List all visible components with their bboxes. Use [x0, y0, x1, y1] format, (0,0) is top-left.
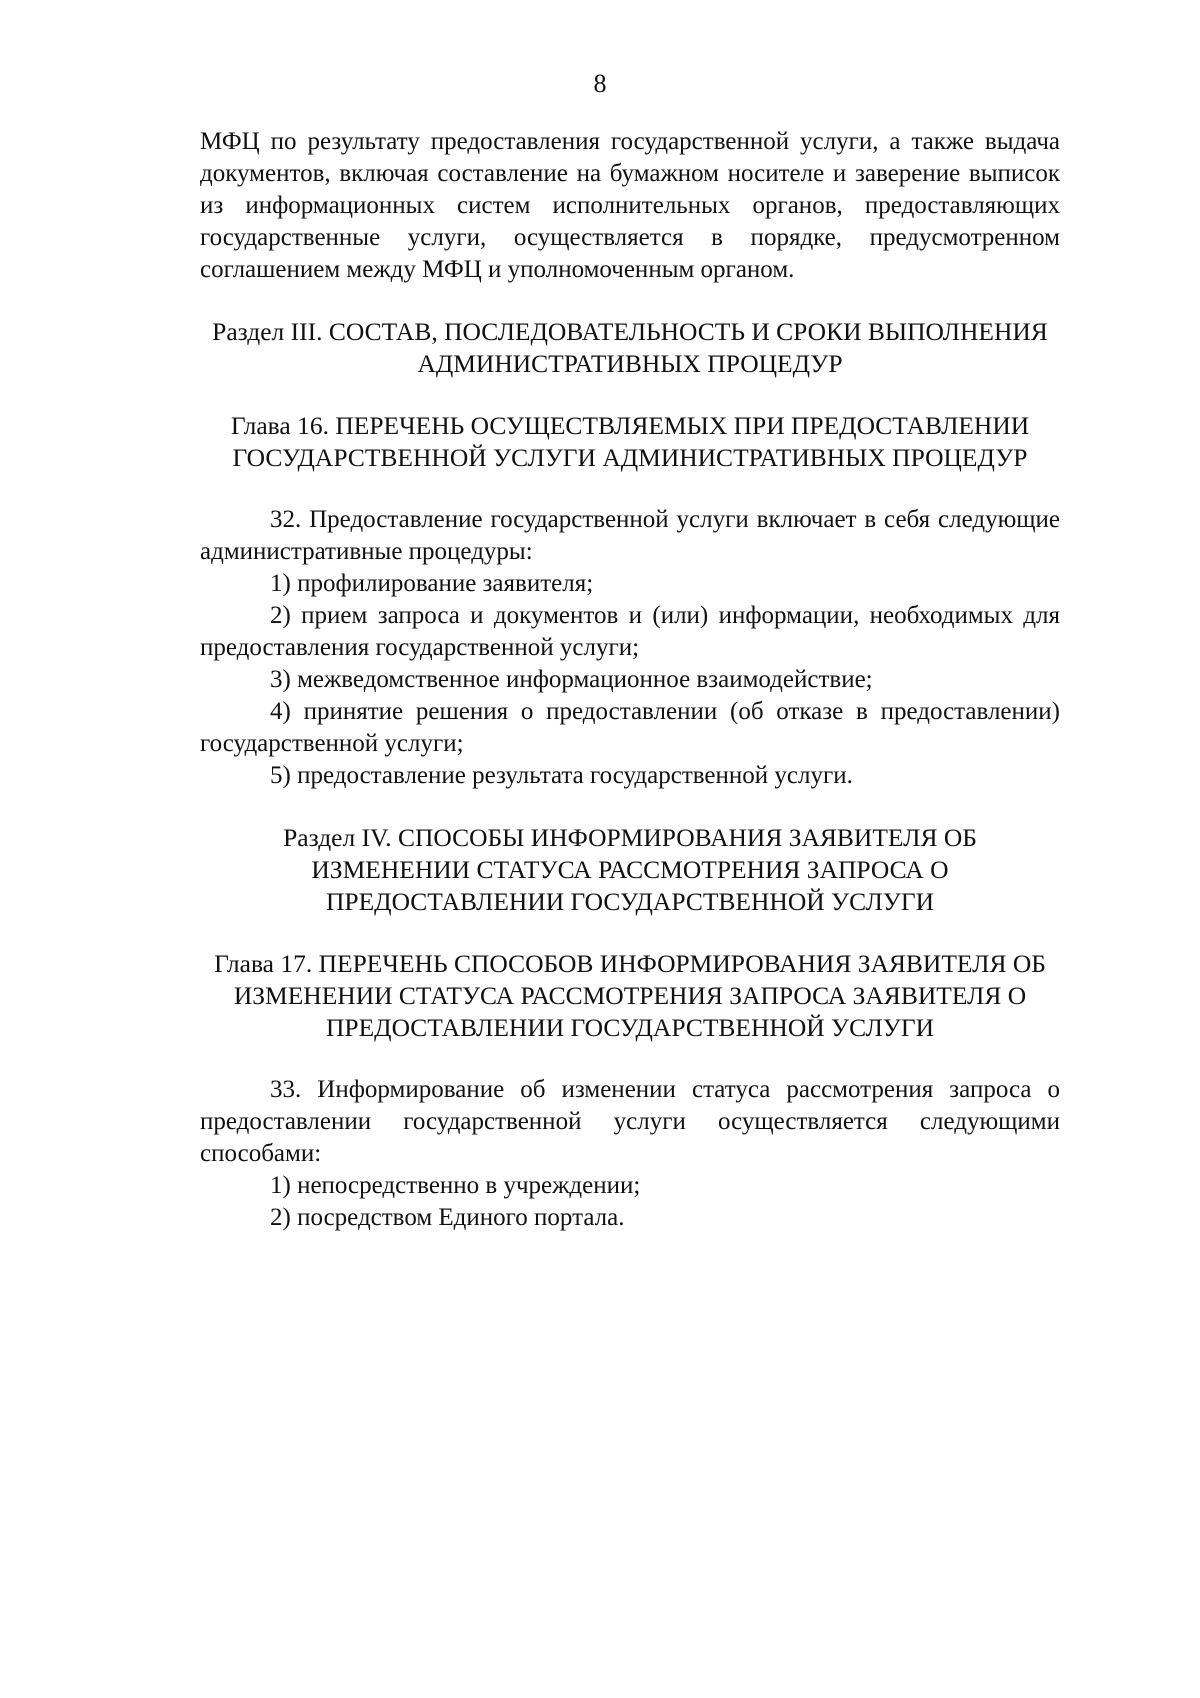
section-3-heading-line: АДМИНИСТРАТИВНЫХ ПРОЦЕДУР: [417, 349, 843, 378]
paragraph-32-intro: 32. Предоставление государственной услуги включает в себя следующие административные процедуры:: [200, 506, 1060, 565]
list-item: 2) прием запроса и документов и (или) информации, необходимых для предоставления государственной услуги;: [200, 602, 1060, 661]
section-3-heading: [180, 316, 1080, 380]
paragraph-33-intro: 33. Информирование об изменении статуса рассмотрения запроса о предоставлении государственной услуги осуществляется следующими способами:: [200, 1076, 1060, 1167]
chapter-16-heading: [180, 410, 1080, 474]
list-item: 5) предоставление результата государственной услуги.: [270, 762, 853, 789]
chapter-17-heading: [180, 948, 1080, 1044]
list-item: 2) посредством Единого портала.: [270, 1204, 625, 1231]
intro-line: государственные услуги, осуществляется в порядке, предусмотренном: [200, 224, 1060, 251]
chapter-17-heading-line: ПРЕДОСТАВЛЕНИИ ГОСУДАРСТВЕННОЙ УСЛУГИ: [326, 1013, 934, 1042]
chapter-17-heading-line: Глава 17. ПЕРЕЧЕНЬ СПОСОБОВ ИНФОРМИРОВАНИЯ ЗАЯВИТЕЛЯ ОБ: [214, 949, 1046, 978]
intro-line: МФЦ по результату предоставления государственной услуги, а также выдача: [200, 128, 1060, 155]
section-3-heading-line: Раздел III. СОСТАВ, ПОСЛЕДОВАТЕЛЬНОСТЬ И СРОКИ ВЫПОЛНЕНИЯ: [212, 317, 1048, 346]
intro-line: из информационных систем исполнительных органов, предоставляющих: [200, 192, 1060, 219]
chapter-17-heading-line: ИЗМЕНЕНИИ СТАТУСА РАССМОТРЕНИЯ ЗАПРОСА ЗАЯВИТЕЛЯ О: [233, 981, 1027, 1010]
page-number: 8: [593, 69, 607, 98]
section-4-heading-line: Раздел IV. СПОСОБЫ ИНФОРМИРОВАНИЯ ЗАЯВИТЕЛЯ ОБ: [283, 823, 977, 852]
list-item: 4) принятие решения о предоставлении (об отказе в предоставлении) государственной услуги;: [200, 698, 1060, 757]
section-4-heading-line: ПРЕДОСТАВЛЕНИИ ГОСУДАРСТВЕННОЙ УСЛУГИ: [326, 887, 934, 916]
chapter-16-heading-line: Глава 16. ПЕРЕЧЕНЬ ОСУЩЕСТВЛЯЕМЫХ ПРИ ПРЕДОСТАВЛЕНИИ: [230, 411, 1030, 440]
intro-line: документов, включая составление на бумажном носителе и заверение выписок: [200, 160, 1060, 187]
section-4-heading: [180, 822, 1080, 918]
intro-line-last: соглашением между МФЦ и уполномоченным органом.: [200, 256, 795, 283]
list-item: 1) профилирование заявителя;: [270, 570, 594, 597]
section-4-heading-line: ИЗМЕНЕНИИ СТАТУСА РАССМОТРЕНИЯ ЗАПРОСА О: [311, 855, 949, 884]
page-content: [200, 126, 1060, 1234]
paragraph-32: [200, 504, 1060, 792]
paragraph-33: [200, 1074, 1060, 1234]
intro-paragraph: [200, 126, 1060, 286]
chapter-16-heading-line: ГОСУДАРСТВЕННОЙ УСЛУГИ АДМИНИСТРАТИВНЫХ ПРОЦЕДУР: [232, 443, 1028, 472]
list-item: 1) непосредственно в учреждении;: [270, 1172, 641, 1199]
list-item: 3) межведомственное информационное взаимодействие;: [270, 666, 873, 693]
